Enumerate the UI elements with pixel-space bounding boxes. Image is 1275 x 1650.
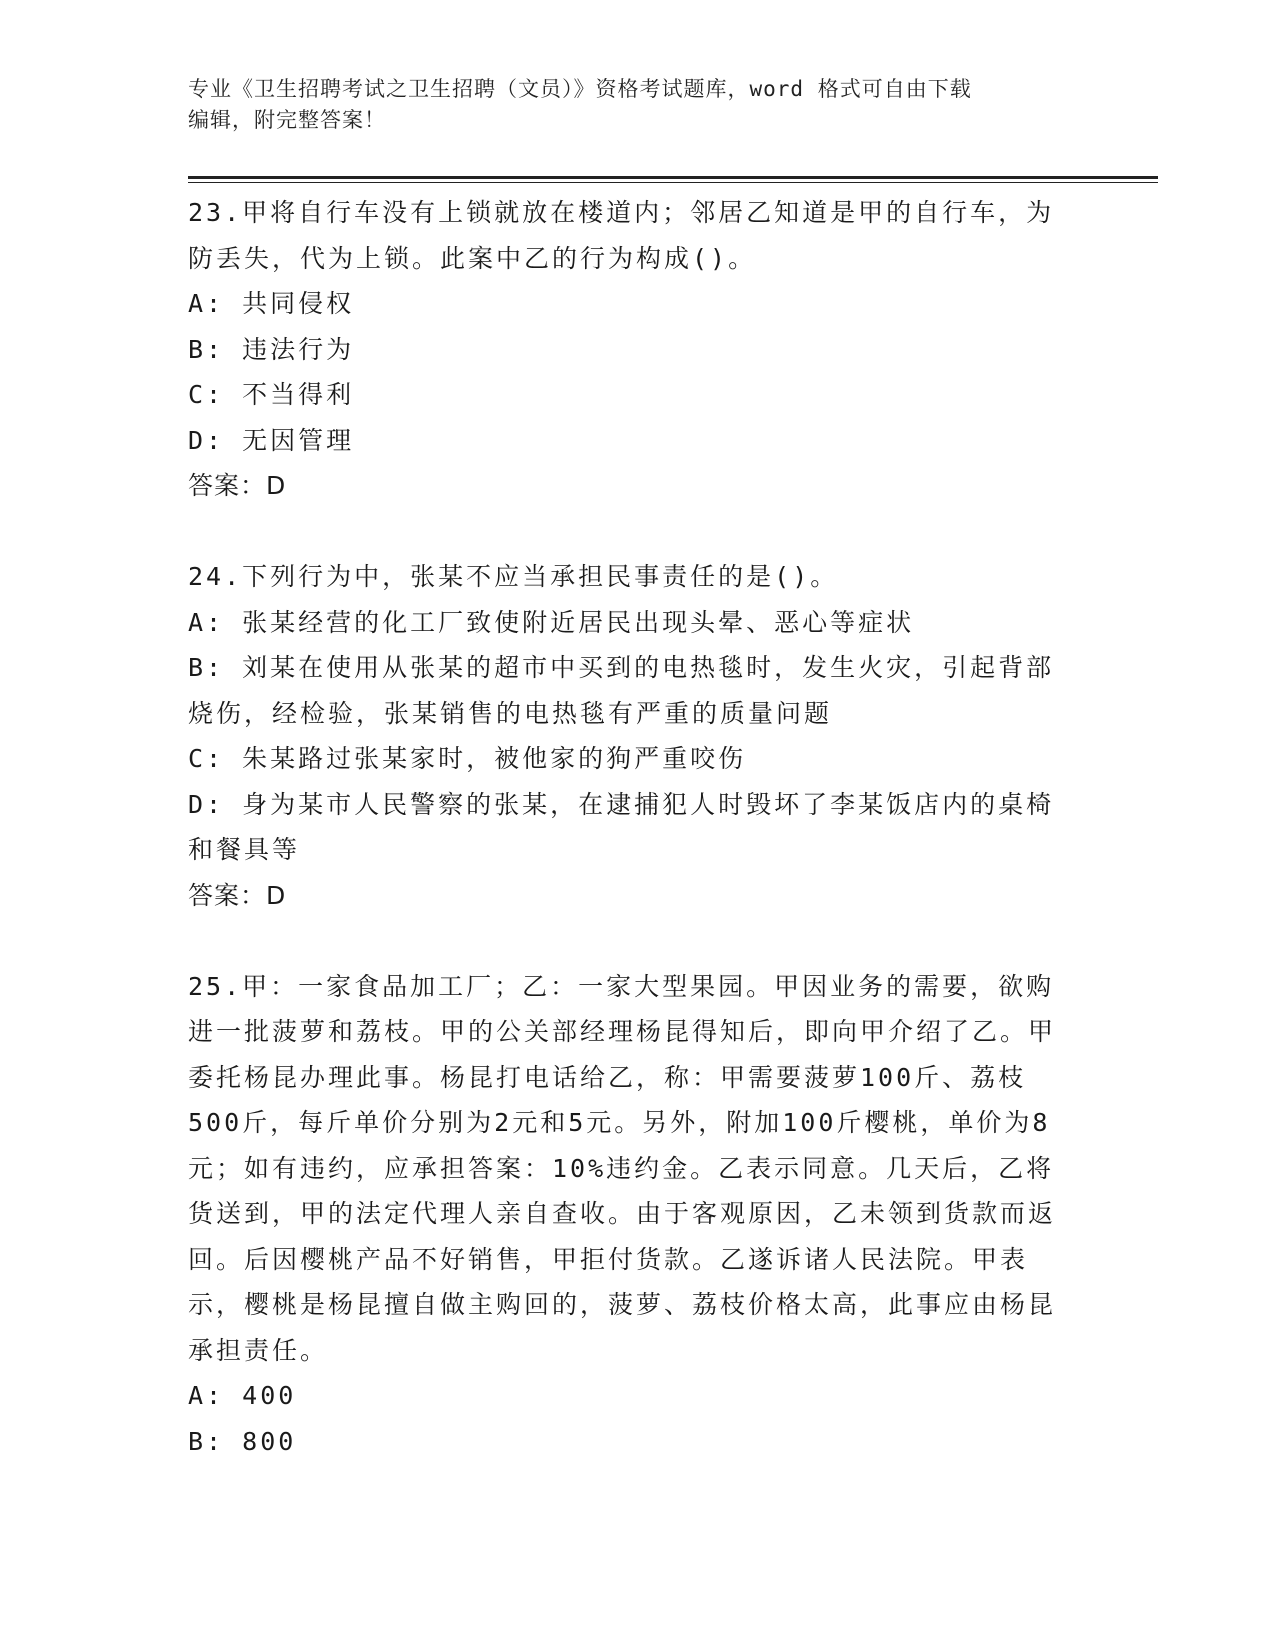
header-line-2: 编辑，附完整答案！	[188, 108, 386, 132]
document-header	[188, 74, 1068, 136]
question-stem: 24.下列行为中，张某不应当承担民事责任的是()。	[188, 562, 839, 591]
option-c: C: 不当得利	[188, 380, 355, 409]
question-24	[188, 554, 1078, 918]
question-spacer	[188, 509, 1078, 555]
option-b: B: 刘某在使用从张某的超市中买到的电热毯时，发生火灾，引起背部烧伤，经检验，张某销售的电热毯有严重的质量问题	[188, 653, 1055, 728]
option-d: D: 身为某市人民警察的张某，在逮捕犯人时毁坏了李某饭店内的桌椅和餐具等	[188, 789, 1055, 864]
option-d: D: 无因管理	[188, 425, 355, 455]
header-divider-thick	[188, 176, 1158, 179]
question-stem: 23.甲将自行车没有上锁就放在楼道内；邻居乙知道是甲的自行车，为防丢失，代为上锁。此案中乙的行为构成()。	[188, 198, 1055, 273]
header-divider-thin	[188, 182, 1158, 183]
option-a: A: 共同侵权	[188, 289, 355, 318]
question-23	[188, 190, 1078, 509]
question-spacer	[188, 918, 1078, 964]
question-25	[188, 964, 1078, 1465]
question-stem: 25.甲：一家食品加工厂；乙：一家大型果园。甲因业务的需要，欲购进一批菠萝和荔枝。甲的公关部经理杨昆得知后，即向甲介绍了乙。甲委托杨昆办理此事。杨昆打电话给乙，称：甲需要菠萝100斤、荔枝500斤，每斤单价分别为2元和5元。另外，附加100斤樱桃，单价为8元；如有违约，应承担答案：10%违约金。乙表示同意。几天后，乙将货送到，甲的法定代理人亲自查收。由于客观原因，乙未领到货款而返回。后因樱桃产品不好销售，甲拒付货款。乙遂诉诸人民法院。甲表示，樱桃是杨昆擅自做主购回的，菠萝、荔枝价格太高，此事应由杨昆承担责任。	[188, 971, 1057, 1365]
question-list	[188, 190, 1078, 1464]
header-line-1: 专业《卫生招聘考试之卫生招聘（文员）》资格考试题库，word 格式可自由下载	[188, 77, 972, 101]
option-a: A: 张某经营的化工厂致使附近居民出现头晕、恶心等症状	[188, 607, 915, 637]
answer: 答案：D	[188, 880, 287, 910]
option-a: A: 400	[188, 1381, 297, 1410]
option-b: B: 800	[188, 1426, 297, 1456]
option-b: B: 违法行为	[188, 334, 355, 364]
option-c: C: 朱某路过张某家时，被他家的狗严重咬伤	[188, 744, 747, 773]
answer: 答案：D	[188, 471, 287, 500]
